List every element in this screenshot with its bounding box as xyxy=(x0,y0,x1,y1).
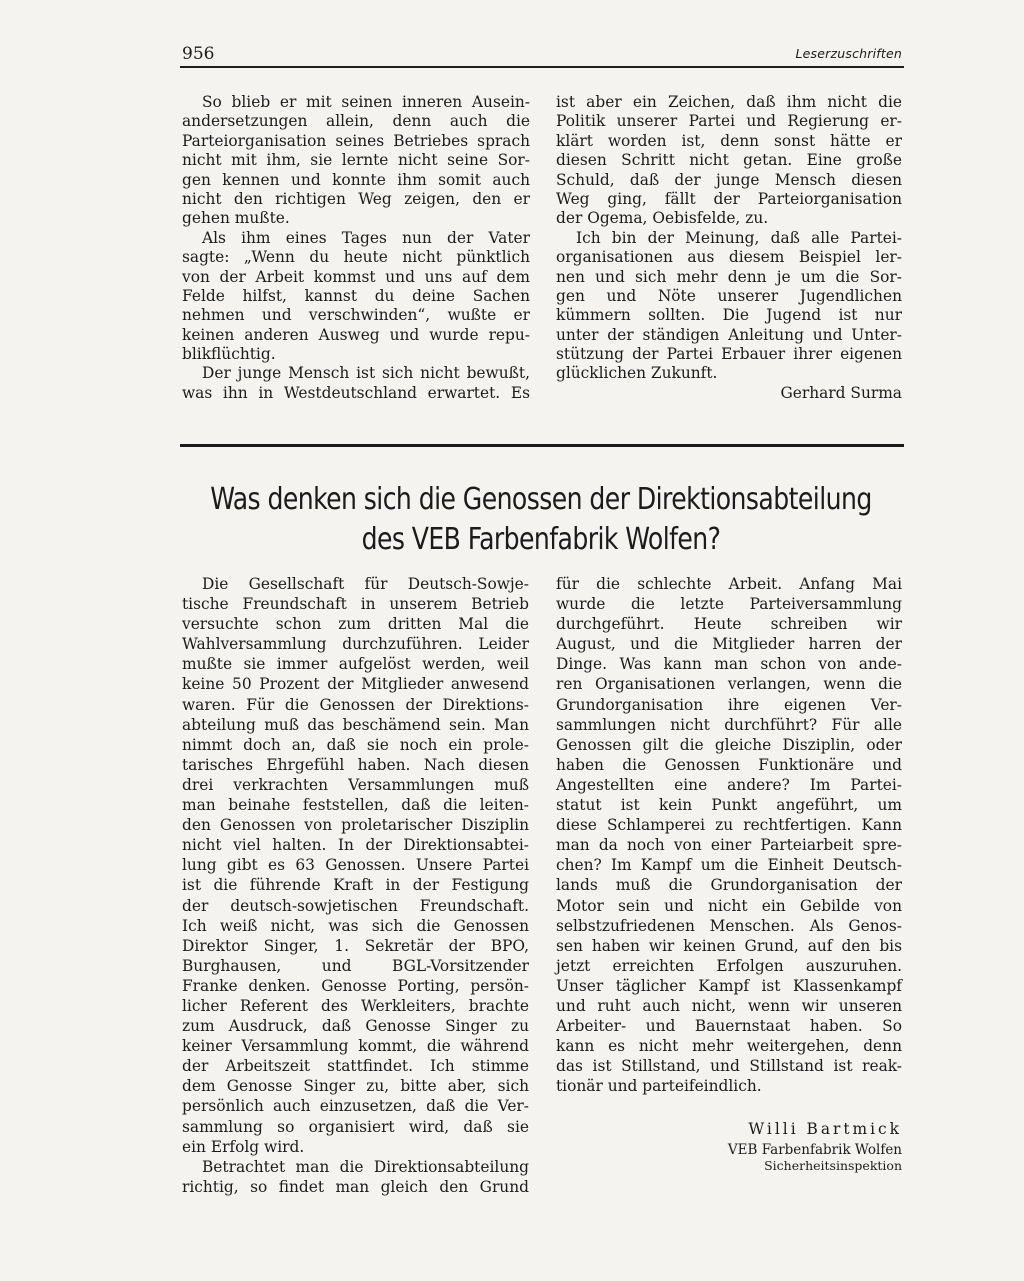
text-line: ist aber ein Zeichen, daß ihm nicht die xyxy=(556,93,902,111)
article-signature-org: VEB Farbenfabrik Wolfen xyxy=(727,1142,902,1158)
text-line: was ihn in Westdeutschland erwartet. Es xyxy=(182,383,530,402)
text-line: Parteiorganisation seines Betriebes sprach xyxy=(182,131,530,150)
text-line: Ich weiß nicht, was sich die Genossen xyxy=(182,916,529,935)
text-line: ren Organisationen verlangen, wenn die xyxy=(556,675,902,694)
text-line: Die Gesellschaft für Deutsch-Sowje- xyxy=(202,575,529,593)
text-line: Franke denken. Genosse Porting, persön- xyxy=(182,976,529,995)
text-line: waren. Für die Genossen der Direktions- xyxy=(182,695,529,714)
text-line: Felde hilfst, kannst du deine Sachen xyxy=(182,286,530,305)
article-left-column xyxy=(182,574,529,1197)
text-line: Burghausen, und BGL-Vorsitzender xyxy=(182,956,529,975)
text-line: man beinahe feststellen, daß die leiten- xyxy=(182,796,529,815)
text-line: licher Referent des Werkleiters, brachte xyxy=(182,996,529,1015)
text-line: Angestellten eine andere? Im Partei- xyxy=(556,775,902,794)
text-line: lands muß die Grundorganisation der xyxy=(556,876,902,895)
text-line: Betrachtet man die Direktionsabteilung xyxy=(202,1157,529,1176)
text-line: der Ogema, Oebisfelde, zu. xyxy=(556,209,769,228)
text-line: ein Erfolg wird. xyxy=(182,1137,305,1156)
text-line: nehmen und verschwinden“, wußte er xyxy=(182,306,530,325)
text-line: Politik unserer Partei und Regierung er- xyxy=(556,112,902,131)
text-line: versuchte schon zum dritten Mal die xyxy=(182,615,529,634)
text-line: zum Ausdruck, daß Genosse Singer zu xyxy=(182,1017,529,1036)
text-line: nimmt doch an, daß sie noch ein prole- xyxy=(182,735,529,754)
text-line: nicht mit ihm, sie lernte nicht seine Sor- xyxy=(182,151,530,170)
letter1-right-column xyxy=(556,93,902,384)
text-line: man da noch von einer Parteiarbeit spre- xyxy=(556,836,902,855)
text-line: sammlung so organisiert wird, daß sie xyxy=(182,1117,529,1136)
text-line: kann es nicht mehr weitergehen, denn xyxy=(556,1037,902,1056)
text-line: Dinge. Was kann man schon von ande- xyxy=(556,655,902,674)
text-line: stützung der Partei Erbauer ihrer eigenen xyxy=(556,345,902,364)
text-line: jetzt erreichten Erfolgen auszuruhen. xyxy=(556,956,902,975)
text-line: glücklichen Zukunft. xyxy=(556,364,718,383)
text-line: sagte: „Wenn du heute nicht pünktlich xyxy=(182,248,530,267)
text-line: Der junge Mensch ist sich nicht bewußt, xyxy=(202,364,530,383)
text-line: haben die Genossen Funktionäre und xyxy=(556,755,902,774)
text-line: organisationen aus diesem Beispiel ler- xyxy=(556,248,902,267)
text-line: der Arbeitszeit stattfindet. Ich stimme xyxy=(182,1057,529,1076)
text-line: Grundorganisation ihre eigenen Ver- xyxy=(556,695,902,714)
running-head: Leserzuschriften xyxy=(795,46,902,61)
text-line: chen? Im Kampf um die Einheit Deutsch- xyxy=(556,856,902,875)
section-divider xyxy=(180,444,904,447)
text-line: und ruht auch nicht, wenn wir unseren xyxy=(556,996,902,1015)
text-line: August, und die Mitglieder harren der xyxy=(556,635,902,654)
text-line: der deutsch-sowjetischen Freundschaft. xyxy=(182,896,529,915)
text-line: ist die führende Kraft in der Festigung xyxy=(182,876,529,895)
text-line: Weg ging, fällt der Parteiorganisation xyxy=(556,189,902,208)
text-line: drei verkrachten Versammlungen muß xyxy=(182,775,529,794)
text-line: für die schlechte Arbeit. Anfang Mai xyxy=(556,575,902,593)
text-line: tische Freundschaft in unserem Betrieb xyxy=(182,595,529,614)
text-line: Schuld, daß der junge Mensch diesen xyxy=(556,170,902,189)
text-line: nicht viel halten. In der Direktionsabtei- xyxy=(182,836,529,855)
text-line: unter der ständigen Anleitung und Unter- xyxy=(556,325,902,344)
text-line: nen und sich mehr denn je um die Sor- xyxy=(556,267,902,286)
text-line: Arbeiter- und Bauernstaat haben. So xyxy=(556,1017,902,1036)
text-line: diesen Schritt nicht getan. Eine große xyxy=(556,151,902,170)
letter1-signature: Gerhard Surma xyxy=(780,384,902,402)
text-line: mußte sie immer aufgelöst werden, weil xyxy=(182,655,529,674)
page-number: 956 xyxy=(182,44,215,64)
text-line: dem Genosse Singer zu, bitte aber, sich xyxy=(182,1077,529,1096)
text-line: Ich bin der Meinung, daß alle Partei- xyxy=(576,228,902,247)
text-line: sen haben wir keinen Grund, auf den bis xyxy=(556,936,902,955)
text-line: tionär und parteifeindlich. xyxy=(556,1077,762,1096)
article-right-column xyxy=(556,574,902,1096)
text-line: Direktor Singer, 1. Sekretär der BPO, xyxy=(182,936,529,955)
text-line: tarisches Ehrgefühl haben. Nach diesen xyxy=(182,755,529,774)
text-line: durchgeführt. Heute schreiben wir xyxy=(556,615,902,634)
text-line: diese Schlamperei zu rechtfertigen. Kann xyxy=(556,816,902,835)
headline-line-2: des VEB Farbenfabrik Wolfen? xyxy=(361,522,721,557)
text-line: lung gibt es 63 Genossen. Unsere Partei xyxy=(182,856,529,875)
text-line: andersetzungen allein, denn auch die xyxy=(182,112,530,131)
text-line: richtig, so findet man gleich den Grund xyxy=(182,1177,529,1196)
text-line: abteilung muß das beschämend sein. Man xyxy=(182,715,529,734)
text-line: Motor sein und nicht ein Gebilde von xyxy=(556,896,902,915)
text-line: das ist Stillstand, und Stillstand ist reak- xyxy=(556,1057,902,1076)
text-line: den Genossen von proletarischer Disziplin xyxy=(182,816,529,835)
text-line: statut ist kein Punkt angeführt, um xyxy=(556,796,902,815)
text-line: kümmern sollten. Die Jugend ist nur xyxy=(556,306,902,325)
text-line: So blieb er mit seinen inneren Ausein- xyxy=(202,93,530,111)
header-rule xyxy=(180,66,904,68)
text-line: von der Arbeit kommst und uns auf dem xyxy=(182,267,530,286)
text-line: selbstzufriedenen Menschen. Als Genos- xyxy=(556,916,902,935)
article-signature-dept: Sicherheitsinspektion xyxy=(764,1158,902,1173)
text-line: keinen anderen Ausweg und wurde repu- xyxy=(182,325,530,344)
text-line: gen und Nöte unserer Jugendlichen xyxy=(556,286,902,305)
article-signature-name: Willi Bartmick xyxy=(748,1120,902,1138)
text-line: sammlungen nicht durchführt? Für alle xyxy=(556,715,902,734)
letter1-left-column xyxy=(182,93,530,403)
text-line: persönlich auch einzusetzen, daß die Ver- xyxy=(182,1097,529,1116)
text-line: keine 50 Prozent der Mitglieder anwesend xyxy=(182,675,529,694)
article-headline xyxy=(202,480,881,560)
headline-line-1: Was denken sich die Genossen der Direktionsabteilung xyxy=(210,482,872,517)
text-line: blikflüchtig. xyxy=(182,345,276,364)
text-line: nicht den richtigen Weg zeigen, den er xyxy=(182,189,530,208)
text-line: klärt worden ist, denn sonst hätte er xyxy=(556,131,902,150)
text-line: wurde die letzte Parteiversammlung xyxy=(556,595,902,614)
text-line: Wahlversammlung durchzuführen. Leider xyxy=(182,635,529,654)
text-line: gehen mußte. xyxy=(182,209,290,228)
text-line: Als ihm eines Tages nun der Vater xyxy=(202,228,530,247)
text-line: Unser täglicher Kampf ist Klassenkampf xyxy=(556,976,902,995)
text-line: keiner Versammlung kommt, die während xyxy=(182,1037,529,1056)
text-line: gen kennen und konnte ihm somit auch xyxy=(182,170,530,189)
text-line: Genossen gilt die gleiche Disziplin, oder xyxy=(556,735,902,754)
